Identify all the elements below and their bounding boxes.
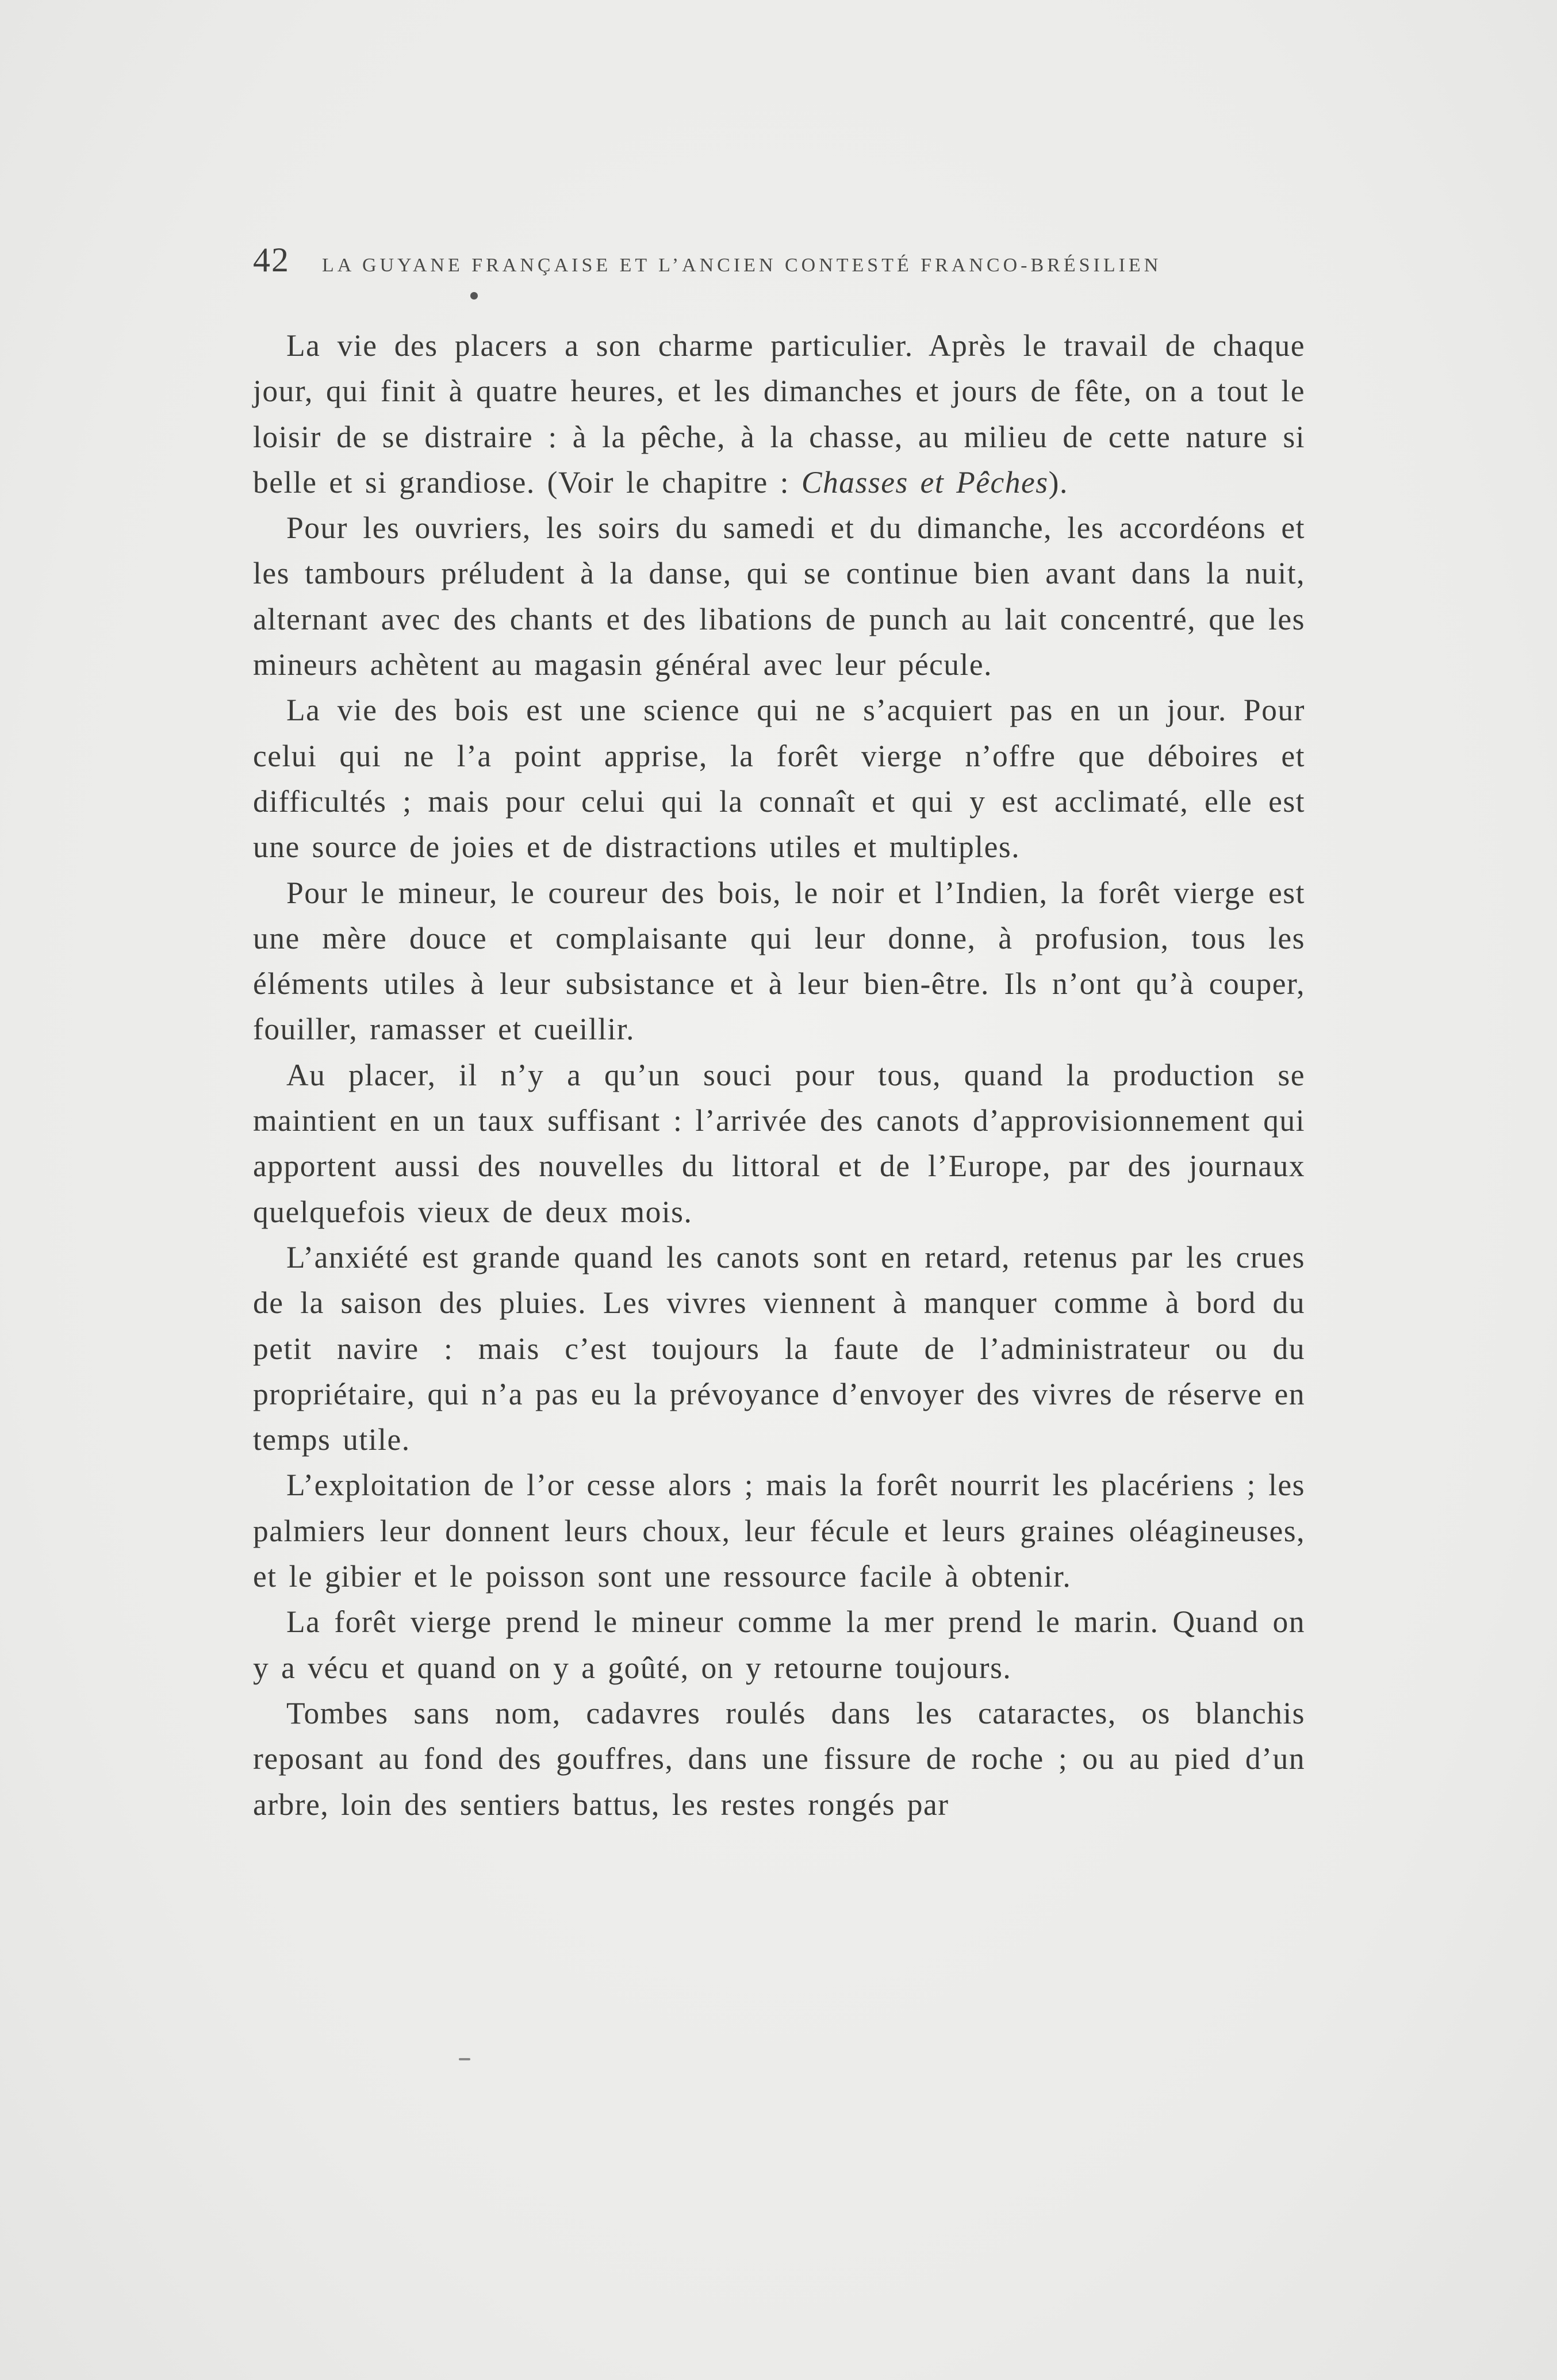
- page-header: [253, 240, 1311, 281]
- paragraph: L’exploitation de l’or cesse alors ; mais la forêt nourrit les placériens ; les palmiers leur donnent leurs choux, leur fécule et leurs graines oléagineuses, et le gibier et le poisson sont une ressource facile à obtenir.: [253, 1468, 1305, 1594]
- paragraph: Pour les ouvriers, les soirs du samedi et du dimanche, les accordéons et les tambours préludent à la danse, qui se continue bien avant dans la nuit, alternant avec des chants et des libations de punch au lait concentré, que les mineurs achètent au magasin général avec leur pécule.: [253, 510, 1305, 682]
- paragraph: La vie des bois est une science qui ne s’acquiert pas en un jour. Pour celui qui ne l’a point apprise, la forêt vierge n’offre que déboires et difficultés ; mais pour celui qui la connaît et qui y est acclimaté, elle est une source de joies et de distractions utiles et multiples.: [253, 693, 1305, 865]
- body-text: [253, 323, 1305, 1828]
- paragraph: Au placer, il n’y a qu’un souci pour tous, quand la production se maintient en un taux suffisant : l’arrivée des canots d’approvisionnement qui apportent aussi des nouvelles du littoral et de l’Europe, par des journaux quelquefois vieux de deux mois.: [253, 1057, 1305, 1229]
- running-title: LA GUYANE FRANÇAISE ET L’ANCIEN CONTESTÉ FRANCO-BRÉSILIEN: [322, 255, 1162, 276]
- chapter-reference: Chasses et Pêches: [801, 465, 1049, 500]
- paragraph: Tombes sans nom, cadavres roulés dans les cataractes, os blanchis reposant au fond des gouffres, dans une fissure de roche ; ou au pied d’un arbre, loin des sentiers battus, les restes rongés par: [253, 1695, 1305, 1822]
- paragraph: Pour le mineur, le coureur des bois, le noir et l’Indien, la forêt vierge est une mère douce et complaisante qui leur donne, à profusion, tous les éléments utiles à leur subsistance et à leur bien-être. Ils n’ont qu’à couper, fouiller, ramasser et cueillir.: [253, 875, 1305, 1047]
- page-number: 42: [253, 241, 290, 279]
- paragraph-text-end: ).: [1048, 465, 1068, 500]
- ink-speck: [459, 2058, 470, 2060]
- paragraph: La forêt vierge prend le mineur comme la mer prend le marin. Quand on y a vécu et quand on y a goûté, on y retourne toujours.: [253, 1604, 1305, 1685]
- paragraph-text: La vie des placers a son charme particulier. Après le travail de chaque jour, qui finit à quatre heures, et les dimanches et jours de fête, on a tout le loisir de se distraire : à la pêche, à la chasse, au milieu de cette nature si belle et si grandiose. (Voir le chapitre :: [253, 328, 1305, 500]
- paragraph: [253, 323, 1305, 505]
- ink-dot: [470, 292, 478, 300]
- paragraph: L’anxiété est grande quand les canots sont en retard, retenus par les crues de la saison des pluies. Les vivres viennent à manquer comme à bord du petit navire : mais c’est toujours la faute de l’administrateur ou du propriétaire, qui n’a pas eu la prévoyance d’envoyer des vivres de réserve en temps utile.: [253, 1239, 1305, 1457]
